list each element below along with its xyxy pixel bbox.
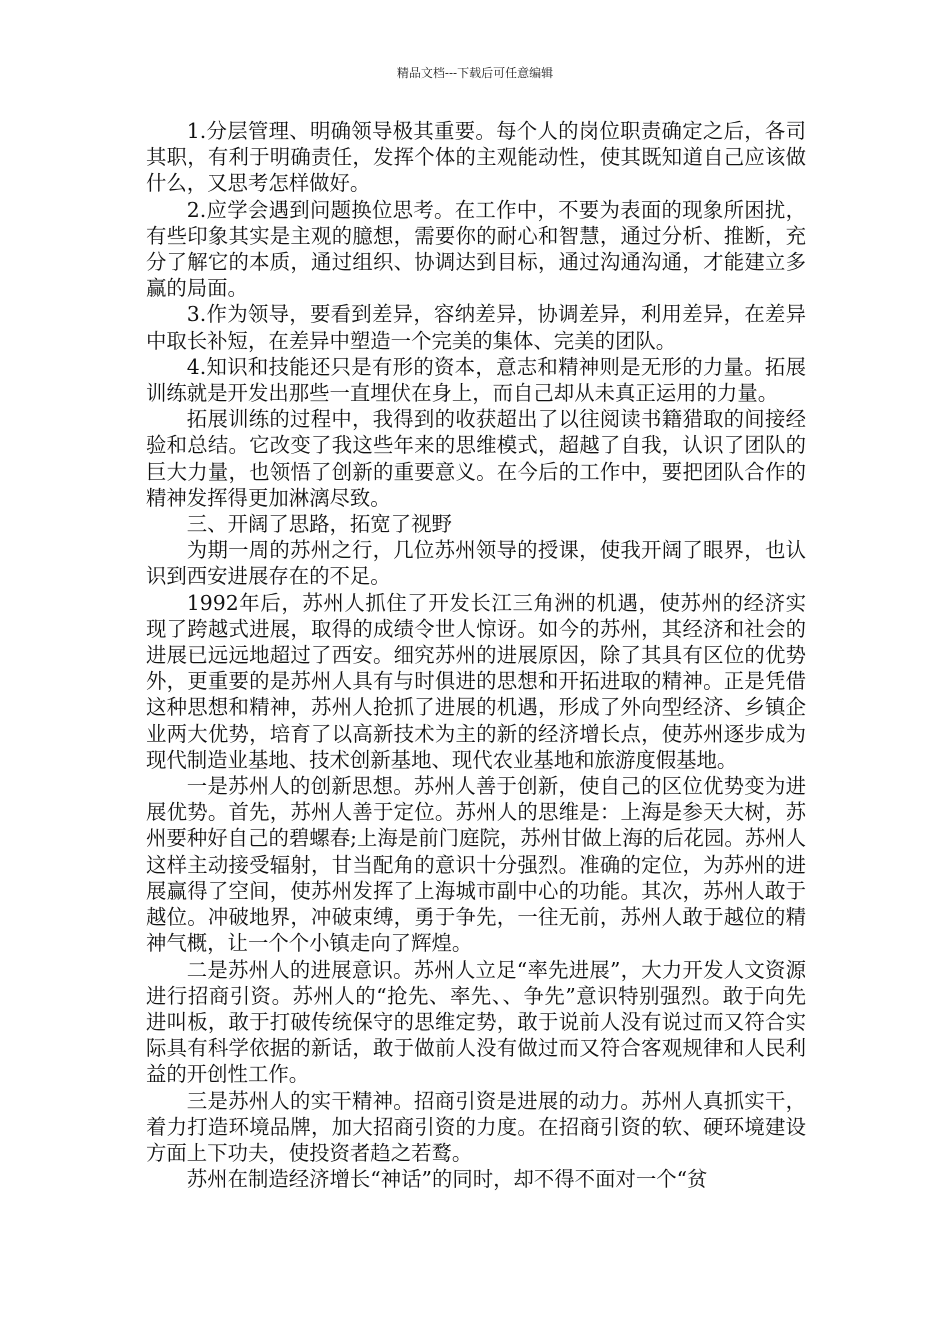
paragraph: 2.应学会遇到问题换位思考。在工作中，不要为表面的现象所困扰，有些印象其实是主观的臆想，需要你的耐心和智慧，通过分析、推断，充分了解它的本质，通过组织、协调达到目标，通过沟通沟通，才能建立多赢的局面。	[146, 197, 806, 301]
document-body	[146, 118, 806, 1192]
page-header: 精品文档---下载后可任意编辑	[396, 66, 554, 80]
paragraph: 拓展训练的过程中，我得到的收获超出了以往阅读书籍猎取的间接经验和总结。它改变了我这些年来的思维模式，超越了自我，认识了团队的巨大力量，也领悟了创新的重要意义。在今后的工作中，要把团队合作的精神发挥得更加淋漓尽致。	[146, 407, 806, 510]
paragraph: 为期一周的苏州之行，几位苏州领导的授课，使我开阔了眼界，也认识到西安进展存在的不足。	[146, 538, 806, 589]
paragraph: 1.分层管理、明确领导极其重要。每个人的岗位职责确定之后，各司其职，有利于明确责任，发挥个体的主观能动性，使其既知道自己应该做什么，又思考怎样做好。	[146, 119, 806, 196]
paragraph: 一是苏州人的创新思想。苏州人善于创新，使自己的区位优势变为进展优势。首先，苏州人善于定位。苏州人的思维是：上海是参天大树，苏州要种好自己的碧螺春;上海是前门庭院，苏州甘做上海的后花园。苏州人这样主动接受辐射，甘当配角的意识十分强烈。准确的定位，为苏州的进展赢得了空间，使苏州发挥了上海城市副中心的功能。其次，苏州人敢于越位。冲破地界，冲破束缚，勇于争先，一往无前，苏州人敢于越位的精神气概，让一个个小镇走向了辉煌。	[146, 774, 806, 956]
paragraph: 1992年后，苏州人抓住了开发长江三角洲的机遇，使苏州的经济实现了跨越式进展，取得的成绩令世人惊讶。如今的苏州，其经济和社会的进展已远远地超过了西安。细究苏州的进展原因，除了其具有区位的优势外，更重要的是苏州人具有与时俱进的思想和开拓进取的精神。正是凭借这种思想和精神，苏州人抢抓了进展的机遇，形成了外向型经济、乡镇企业两大优势，培育了以高新技术为主的新的经济增长点，使苏州逐步成为现代制造业基地、技术创新基地、现代农业基地和旅游度假基地。	[146, 590, 806, 772]
paragraph: 4.知识和技能还只是有形的资本，意志和精神则是无形的力量。拓展训练就是开发出那些一直埋伏在身上，而自己却从未真正运用的力量。	[146, 354, 806, 406]
paragraph: 3.作为领导，要看到差异，容纳差异，协调差异，利用差异，在差异中取长补短，在差异中塑造一个完美的集体、完美的团队。	[146, 302, 806, 353]
paragraph: 三是苏州人的实干精神。招商引资是进展的动力。苏州人真抓实干，着力打造环境品牌，加大招商引资的力度。在招商引资的软、硬环境建设方面上下功夫，使投资者趋之若鹜。	[146, 1088, 806, 1165]
paragraph: 二是苏州人的进展意识。苏州人立足“率先进展”，大力开发人文资源进行招商引资。苏州人的“抢先、率先、、争先”意识特别强烈。敢于向先进叫板，敢于打破传统保守的思维定势，敢于说前人没有说过而又符合实际具有科学依据的新话，敢于做前人没有做过而又符合客观规律和人民利益的开创性工作。	[146, 957, 806, 1087]
section-heading: 三、开阔了思路，拓宽了视野	[186, 512, 452, 537]
paragraph: 苏州在制造经济增长“神话”的同时，却不得不面对一个“贫	[186, 1167, 708, 1192]
